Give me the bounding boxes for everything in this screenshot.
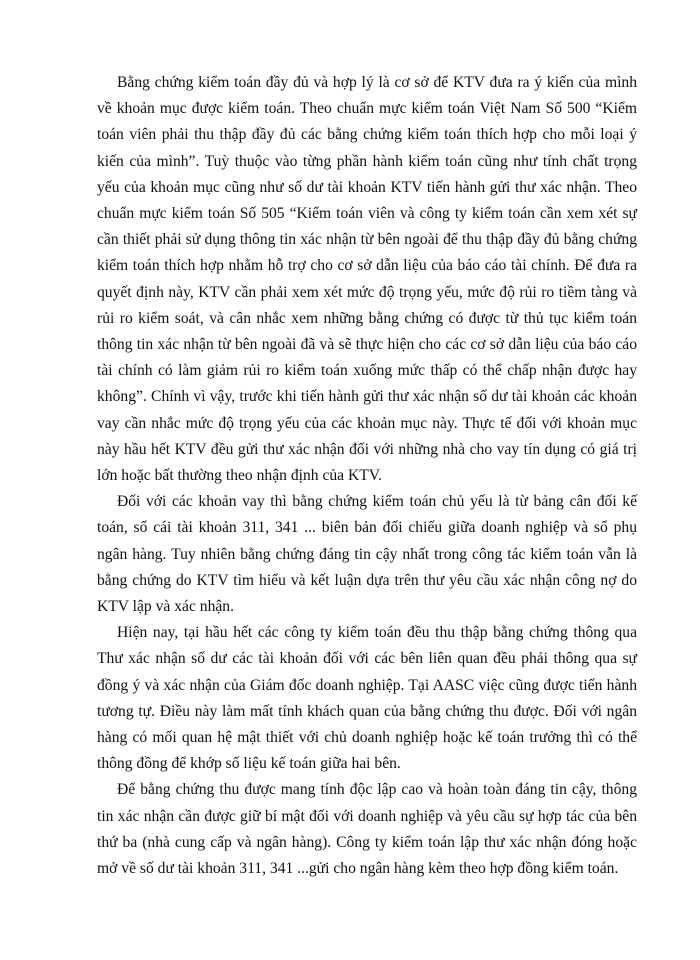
paragraph-1: Bằng chứng kiểm toán đầy đủ và hợp lý là cơ sở để KTV đưa ra ý kiến của mình về khoản mục được kiểm toán. Theo chuẩn mực kiểm toán Việt Nam Số 500 “Kiểm toán viên phải thu thập đầy đủ các bằng chứng kiểm toán thích hợp cho mỗi loại ý kiến của mình”. Tuỳ thuộc vào từng phần hành kiểm toán cũng như tính chất trọng yếu của khoản mục cũng như số dư tài khoản KTV tiến hành gửi thư xác nhận. Theo chuẩn mực kiểm toán Số 505 “Kiểm toán viên và công ty kiểm toán cần xem xét sự cần thiết phải sử dụng thông tin xác nhận từ bên ngoài để thu thập đầy đủ bằng chứng kiểm toán thích hợp nhằm hỗ trợ cho cơ sở dẫn liệu của báo cáo tài chính. Để đưa ra quyết định này, KTV cần phải xem xét mức độ trọng yếu, mức độ rủi ro tiềm tàng và rủi ro kiểm soát, và cân nhắc xem những bằng chứng có được từ thủ tục kiểm toán thông tin xác nhận từ bên ngoài đã và sẽ thực hiện cho các cơ sở dẫn liệu của báo cáo tài chính có làm giảm rủi ro kiểm toán xuống mức thấp có thể chấp nhận được hay không”. Chính vì vậy, trước khi tiến hành gửi thư xác nhận số dư tài khoản các khoản vay cần nhắc mức độ trọng yếu của các khoản mục này. Thực tế đối với khoản mục này hầu hết KTV đều gửi thư xác nhận đối với những nhà cho vay tín dụng có giá trị lớn hoặc bất thường theo nhận định của KTV.	[97, 74, 637, 485]
paragraph-2: Đối với các khoản vay thì bằng chứng kiểm toán chủ yếu là từ bảng cân đối kế toán, sổ cái tài khoản 311, 341 ... biên bản đối chiếu giữa doanh nghiệp và sổ phụ ngân hàng. Tuy nhiên bằng chứng đáng tin cậy nhất trong công tác kiểm toán vẫn là bằng chứng do KTV tìm hiểu và kết luận dựa trên thư yêu cầu xác nhận công nợ do KTV lập và xác nhận.	[97, 493, 637, 616]
document-body	[97, 70, 637, 882]
paragraph-4: Để bằng chứng thu được mang tính độc lập cao và hoàn toàn đáng tin cậy, thông tin xác nhận cần được giữ bí mật đối với doanh nghiệp và yêu cầu sự hợp tác của bên thứ ba (nhà cung cấp và ngân hàng). Công ty kiểm toán lập thư xác nhận đóng hoặc mở về số dư tài khoản 311, 341 ...gửi cho ngân hàng kèm theo hợp đồng kiểm toán.	[97, 781, 637, 878]
paragraph-3: Hiện nay, tại hầu hết các công ty kiểm toán đều thu thập bằng chứng thông qua Thư xác nhận số dư các tài khoản đối với các bên liên quan đều phải thông qua sự đồng ý và xác nhận của Giám đốc doanh nghiệp. Tại AASC việc cũng được tiến hành tương tự. Điều này làm mất tính khách quan của bằng chứng thu được. Đối với ngân hàng có mối quan hệ mật thiết với chủ doanh nghiệp hoặc kế toán trưởng thì có thể thông đồng để khớp số liệu kế toán giữa hai bên.	[97, 624, 637, 773]
